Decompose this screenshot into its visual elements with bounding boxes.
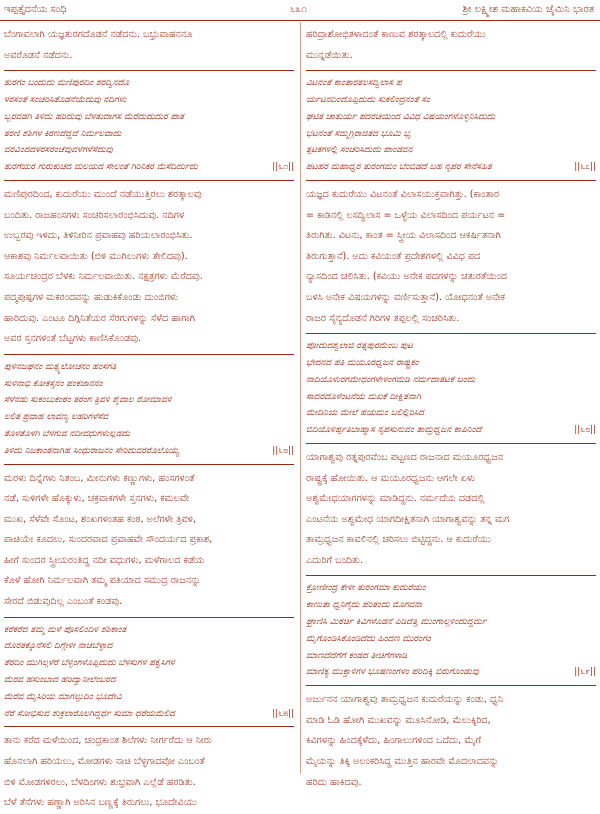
text-line: ತಾನು ಕರೆದ ಮಳೆಯಿಂದ, ಚಂದ್ರಕಾಂತ ಶಿಲೆಗಳು ನೀರ್ಗರೆದು ಆ ನೀರು [4, 735, 212, 747]
verse-block [306, 338, 596, 439]
verse-line: ಕಾಣುತಾ ಧ್ವನಿಗೈದು ಪರಿತಂದು ಮೊಗವನಾ [306, 600, 423, 611]
left-column [4, 25, 294, 809]
prose-paragraph [4, 469, 294, 613]
verse-line: ಕರೆಕರೆದ ತಮ್ಮ ಮಳೆ ಪೊಸಲಿಂದಿಳಿ ಶಶಿಕಾಂತ [4, 624, 127, 635]
text-line: ಆಕಾಶವು ನಿರ್ಮಲವಾಯಿತು (ಬಿಳಿ ಮುಗಿಲುಗಳು ತೇಲಿದವು). [4, 250, 188, 262]
text-line: ಅಶ್ವಮೇಧಯಾಗಗಳನ್ನು ಮಾಡಿದ್ದನು. ನರ್ಮದೆಯ ದಡದಲ್ಲಿ [306, 493, 485, 505]
prose-paragraph [306, 690, 596, 793]
verse-rule [306, 333, 596, 334]
verse-line: ಕ್ರೋಣೀಂದ್ರ ಕೇಳೀ ತುರಂಗಮಾ ಕುದುರೆಯಂ [306, 583, 426, 594]
verse-line: ವಿಟನಂತೆ ಕಾಂತಾರತಲಸದ್ವಿಲಾಸ ಪ [306, 78, 402, 89]
text-line: ಅರ್ಜುನನ ಯಾಗಾಶ್ವವು ತಾಮ್ರಧ್ವಜನ ಕುದುರೆಯನ್ನು ಕಂಡು, ಧ್ವನಿ [306, 694, 504, 706]
text-line: ಮುನ್ನಡೆಯಿತು. [306, 49, 353, 61]
verse-last-line [306, 664, 596, 681]
verse-line: ತುರಗಂ ಬಂದುದು ಮಣಿಪುರದಿಂ ಶರದ್ವಿನದೊ [4, 78, 130, 89]
verse-rule [306, 575, 596, 576]
text-line: ಸೇರದೆ ಬಿಡುವುದಿಲ್ಲ ಎಂಬಂತೆ ಕಂಡವು. [4, 596, 123, 608]
prose-paragraph [4, 185, 294, 350]
text-line: ಪದ್ಮಪುಷ್ಪಗಳ ಮಕರಂದವನ್ನು ಹುಡುಕಿಕೊಂಡು ದುಂಬಿಗಳು [4, 291, 179, 303]
text-line: ಯಜ್ಞದ ಕುದುರೆಯು ವಿಟನಂತೆ ವಿಲಾಸಯುಕ್ತವಾಗಿತ್ತು. (ಕಾಂತಾರ [306, 188, 500, 200]
text-line: ತಿರುಗಿತು. ವಿಟನು, ಕಾಂತ = ಸ್ತ್ರೀಯ ವಿಲಾಸದಿಂದ ಆಕರ್ಷಿತನಾಗಿ [306, 230, 501, 242]
text-line: ಮರಳು ದಿನ್ನೆಗಳು ನಿತಂಬ, ಮೀನುಗಳು ಕಣ್ಣುಗಳು, ಹಂಸಗಳಂತೆ [4, 472, 195, 484]
left-intro-paragraph [4, 25, 294, 66]
text-line: ಬಂದಿತು. ರಾಜಹಂಸಗಳು ಸಂಚರಿಸಲಾರಂಭಿಸಿದುವು. ನದಿಗಳ [4, 209, 185, 221]
verse-rule [306, 443, 596, 444]
text-line: ರಾಜರ ಸೈನ್ಯದೊಡನೆ ಗಿರಿಗಳ ತಪ್ಪಲಲ್ಲಿ ಸಂಚರಿಸಿತು. [306, 312, 460, 324]
verse-number: ||೬೯|| [574, 667, 596, 678]
text-line: ಅವರ ಸ್ತನಗಳಂತೆ ಬೆಟ್ಟಗಳು ಕಾಣಿಸಿಕೊಂಡವು. [4, 333, 142, 345]
text-line: ರಾಷ್ಟ್ರಕ್ಕೆ ಹೋಯಿತು. ಆ ಮಯೂರಧ್ವಜನು ಆಗಲೇ ಏಳು [306, 472, 476, 484]
header-sandhi-title: ಇಪ್ಪತ್ತೈದನೆಯ ಸಂಧಿ [4, 4, 67, 15]
verse-rule [4, 464, 294, 465]
verse-line: ತೆರದಿಂ ಮುಗಿಲ್ಗಳೆರೆ ಬೆಳ್ಳಿಂಗಳೊಪ್ಪಿದುದು ಬೆಳಸುಗಳ ಪಕ್ವಸಿಗಳ [4, 658, 175, 669]
verse-line: ಬಿದಿಯೊಳಿರ್ಪ್ಪತಿಬಾಹ್ಮಾಸ ನೃಪಸುನುವಂ ತಾಮ್ರಧ್ವಜನ ಕಾಪಿನಿಂದೆ [306, 425, 482, 436]
prose-paragraph [306, 448, 596, 572]
verse-line: ಲಲಿತ ಪ್ರವಾಹ ಲಾವಣ್ಯ ಲಹರಿಗಳೆಸೆವ [4, 412, 109, 423]
verse-line: ತಿಳಿದು ನಿಜಕಾಂತನಾಗಿಹ ಸಿಂಧುರಾಜನಂ ಸೇರಿದುವರರೊಲೊಯ್ಯ [4, 445, 180, 456]
prose-paragraph [4, 731, 294, 813]
text-line: ಮಾಡಿ ಓಡಿ ಹೋಗಿ ಮುಖವನ್ನು ಮೂಸಿನೋಡಿ, ಮೆಲುಕ್ಕಿರಿದ, [306, 714, 491, 726]
verse-line: ತ್ಪಟಕಗಳಲ್ಲಿ ಸಂಚರಿಸಿದುದು ಪಾಂಡವನ [306, 145, 413, 156]
verse-block [4, 75, 294, 176]
verse-block [306, 75, 596, 176]
text-line: ನಡೆ, ಸುಳಿಗಳೇ ಹೊಕ್ಕುಳು, ಚಕ್ರವಾಕಗಳೇ ಸ್ತನಗಳು, ಕಮಲವೇ [4, 493, 190, 505]
header-book-title: ಶ್ರೀ ಲಕ್ಷ್ಮೀಶ ಮಹಾಕವಿಯ ಜೈಮಿನಿ ಭಾರತ [462, 4, 594, 15]
verse-line: ಘಟಿತ ಚಾತುರ್ಯ ಪದರಚಯಿಂದ ವಿವಿಧ ವಿಷಯಂಗಳೊಳ್ಳಿನಿಸಿದುದು [306, 111, 496, 122]
verse-line: ಮೇದಿನಿಯ ಮೇಲೆ ಹಯಮಂ ಬಲಿಲ್ಲಿರಿಸಿದ [306, 408, 424, 419]
text-line: ಬೆಂಗಾವಲಾಗಿ ಯಜ್ಞತುರಗದೊಡನೆ ನಡೆದನು. ಬಭ್ರುವಾಹನನೂ [4, 29, 193, 40]
text-line: ಉಬ್ಬರವು ಇಳಿದು, ತಿಳಿನೀರಿನ ಪ್ರವಾಹವು ಹರಿಯಲಾರಂಭಿಸಿತು. [4, 230, 193, 242]
verse-number: ||೬೧|| [272, 162, 294, 173]
verse-line: ಮಾಣಿಕ್ಯ ಮುಕ್ತಾಳಿಗಳ ಭೂಷಣಂಗಳಂ ಪರಿದಿಕ್ಕಿ ಬಿರುಗೊಂಡುವು [306, 667, 480, 678]
verse-line: ತರಣಿ ಶಶಿಗಳ ಕಿರಣವೆದ್ದವೆ ನಿರ್ಮಲವಾದು [4, 128, 122, 139]
column-divider [300, 22, 301, 774]
verse-number: ||೬೭|| [574, 162, 596, 173]
verse-last-line [306, 159, 596, 176]
page-number: ೬೩೧ [290, 4, 307, 15]
page-header [0, 2, 600, 20]
verse-line: ಬ್ಬರವಡಗಿ ತಿಳಿದು ಹರಿದುವು ಬೆಳತುದಾಗಸ ಮೆರೆದುದುದುರ ಪಾತ [4, 111, 185, 122]
verse-last-line [4, 706, 294, 723]
text-line: ಹೀಗೆ ಸುಂದರ ಸ್ತ್ರೀಯರಂತಿದ್ದ ನದೀ ವಧುಗಳು, ಮಳೆಗಾಲದ ಕಡೆಯ [4, 554, 205, 566]
text-line: ಹರಿದು ಹಾಕಿದವು. [306, 776, 362, 788]
verse-rule [306, 180, 596, 181]
verse-line: ವರವಿಂದದಳರಸರಂಚೆವುವಳೆಗಳೆಸೆದುವು [4, 145, 113, 156]
verse-block [4, 359, 294, 460]
verse-line: ಪಟಹರ ಮಹಾಧ್ವರ ತುರಂಗಮಂ ಬೆಂಬಿಡದೆ ಬಹ ನೃಪರ ಸೇನೆಸಹಿತ [306, 162, 492, 173]
verse-line: ಸುಳಿನಾಭಿ ಕೋಕಸ್ತನಂ ಪಂಕಜಾನನಂ [4, 378, 103, 389]
verse-line: ಭೇದನದ ಪತಿ ಮಯೂರಧ್ವಜನ ರಾಷ್ಟ್ರಕಂ [306, 357, 419, 368]
text-line: ಬೆಳೆ ತೆನೆಗಳು ಹಣ್ಣಾಗಿ ಅರಿಸಿನ ಬಣ್ಣಕ್ಕೆ ತಿರುಗಲು, ಭೂದೇವಿಯು [4, 797, 198, 809]
text-line: ಮಣಿಪುರದಿಂದ, ಕುದುರೆಯು ಮುಂದೆ ನಡೆಯುತ್ತಿರಲು ಶರತ್ಕಾಲವು [4, 188, 202, 200]
verse-block [4, 622, 294, 723]
verse-last-line [306, 422, 596, 439]
text-line: ಪಾಚಿಯೇ ಕೂದಲು, ಸುಂದರವಾದ ಪ್ರವಾಹವೇ ಸೌಂದರ್ಯದ ಪ್ರಕಾಶ, [4, 534, 213, 546]
verse-rule [4, 70, 294, 71]
text-line: ಕಿವಿಗಳನ್ನು ಹಿಂದಕ್ಕೆಳೆದು, ಹಿಂಗಾಲುಗಳಿಂದ ಒದೆದು, ಮೈಗೆ [306, 735, 482, 747]
verse-line: ಸಾದರದೊಳೆಂಟನೆಯ ಮಖಕೆ ದೀಕ್ಷಿತನಾಗಿ [306, 391, 421, 402]
text-line: ಹಾರಿದುವು. ಎಂಟೂ ದಿಗ್ಗಿನಿತೆಯರ ಸೆರಗುಗಳನ್ನು ಸೆಳೆದ ಹಾಗಾಗಿ [4, 312, 196, 324]
verse-number: ||೬೮|| [574, 425, 596, 436]
verse-line: ಳರಸಂತೆ ಸಂಚರಿಸಿತೊಡನೆಯೆದುವು ನದಿಗಳು [4, 94, 127, 105]
verse-last-line [4, 443, 294, 460]
right-intro-paragraph [306, 25, 596, 66]
verse-rule [4, 617, 294, 618]
right-column [306, 25, 596, 788]
header-divider [0, 20, 600, 21]
verse-line: ತೊಳತೊಳಗಿ ಬೆಳಗುವ ನದೀವಧುಗಳುಲ್ಲಡದು [4, 428, 130, 439]
verse-line: ಪುಳಿನಜಘನಂ ಮತ್ಸ್ಯಲೋಚನಂ ಹಂಸಗತಿ [4, 361, 117, 372]
text-line: ನ್ಯಾಸದಿಂದ ಚಲಿಸಿತು. (ಕವಿಯು ಅನೇಕ ಪದಗಳನ್ನು ಚತುರತೆಯಿಂದ [306, 271, 508, 283]
verse-line: ಸೆಳೆನಡು ಸುಕಂಬುಕಂಠಂ ತರಂಗ ತ್ರಿವಳಿ ಶೈವಾಲ ರೋಮಾವಳಿ [4, 395, 172, 406]
text-line: ಯಾಗಾಶ್ವವು ರತ್ನಪುರವೆಂಬ ಪಟ್ಟಣದ ರಾಜನಾದ ಮಯೂರಧ್ವಜನ [306, 451, 504, 463]
verse-line: ನೆರೆ ಸೋಭಿಸುವ ಶುಕ್ರಲಾರೊಲಗಿದ್ದರ್ಧ ಸುಮಾ ಧರೆಯಮೆಲಿದ [4, 708, 176, 719]
text-line: ಮೈಯನ್ನು ತಿಕ್ಕಿ ಅಲಂಕರಿಸಿದ್ದ ಮುತ್ತಿನ ಹಾರವೇ ಮೊದಲಾದವನ್ನು [306, 756, 499, 768]
text-line: ಮುಖ, ಸೆಳೆವೇ ಸೊಂಟ, ಶಂಖಗಳಂತಹ ಕಂಠ, ಅಲೆಗಳೇ ತ್ರಿವಳಿ, [4, 513, 197, 525]
verse-line: ಮಾಣದೆದೆಗೆಗೆ ಕಂಡದ ತೀಚಿಗೆಗಳಾಡಿ [306, 650, 408, 661]
text-line: ತಾಮ್ರಧ್ವಜನ ಕಾವಲಿನಲ್ಲಿ ಚರಿಸಲು ಬಿಟ್ಟಿದ್ದನು. ಆ ಕುದುರೆಯು [306, 534, 491, 546]
verse-line: ಪೋದುದಶ್ವಲಾಜಿ ರತ್ನಪುರಮೆಂಬ ಪುಟ [306, 341, 414, 352]
verse-line: ದೊರತಕ್ಕೊನೆಸಲಿ ದಿಗ್ಗೇಳೀ ನಾಚಬೆಳ್ಳಾದ [4, 641, 113, 652]
text-line: ಹರಿದ್ರಾಶೋಭಿತಳಾದಂತೆ ಕಾಣುವ ಶರತ್ಕಾಲದಲ್ಲಿ ಕುದುರೆಯು [306, 29, 486, 40]
text-line: ಹೊನಲಾಗಿ ಹರಿಯಲು, ಮೋಡಗಳು ನಾಚಿ ಬೆಳ್ಳಗಾದವೋ ಎಂಬಂತೆ [4, 756, 205, 768]
verse-line: ಮೆರೆವ ಮೈಸಿರಿಯ ಮಾಗಲ್ಪುದಿಂ ಭೂದೇವಿ [4, 691, 122, 702]
verse-line: ಭಟನಂತೆ ಸಮ್ಮಗ್ಗಿರಾಜಿತದ ಭೂಮಿ ಭೃ [306, 128, 412, 139]
text-line: ಎಂಟನೆಯ ಅಶ್ವಮೇಧ ಯಾಗದೀಕ್ಷಿತನಾಗಿ ಯಾಗಾಶ್ವವನ್ನು ತನ್ನ ಮಗ [306, 513, 510, 525]
text-line: ಅವರೊಡನೆ ನಡೆದನು. [4, 49, 73, 61]
verse-line: ನಾದಿಯೊಳುರಗಮೇಧಂಗಳೇಳಂಗಮಡಿ ನರ್ಮದಾತಟಕೆ ಬಂದು [306, 374, 476, 385]
verse-line: ಮೈಗೊಂಡಿಸಿಕೊಂಡಿದೆದು ಹಿಂದಣ ಮುರಂಗಂ [306, 633, 431, 644]
verse-last-line [4, 159, 294, 176]
verse-line: ಘ್ರಾಣಿಸಿ ಮಿಠರ್ಚಿ ಕಿವಿಗಳೊಡನೆ ಪಿಡಿದೆತ್ತಿ ಮುಂಗಾಲ್ಗಳಿಂದುದ್ದರ್ದು [306, 617, 487, 628]
text-line: ತಿರುಗುತ್ತಾನೆ). ಅದು ಕವಿಯಂತೆ ಪ್ರದೇಶಗಳಲ್ಲಿ ವಿವಿಧ ಪದ [306, 250, 481, 262]
verse-line: ತುರಗೆಯರ ಗುರುಕುಚದ ಮಲಯದ ಸೇಲಂತೆ ಗಿರಿನಿಕರ ಮೆಸೆದಿರ್ದುದು [4, 162, 198, 173]
verse-rule [4, 726, 294, 727]
verse-rule [306, 685, 596, 686]
text-line: = ಕಾಡಿನಲ್ಲಿ ಲಸದ್ವಿಲಾಸ = ಒಳ್ಳೆಯ ವಿಲಾಸದಿಂದ ಪರ್ಯಟನ = [306, 209, 506, 221]
verse-line: ರ್ಯಟನದಿಂದೊಪ್ಪಿದುದು ಸುಕಲಿಂದ್ರನಂತೆ ಸಂ [306, 94, 431, 105]
prose-paragraph [306, 185, 596, 329]
verse-rule [4, 354, 294, 355]
text-line: ಎದುರಿಗೆ ಬಂದಿತು. [306, 554, 364, 566]
verse-number: ||೬೮|| [272, 445, 294, 456]
verse-line: ಮೆರವ ಹಸುಂಬಾದ ಹರಿದ್ವಾನೀಲೆಂಬರದ [4, 675, 116, 686]
text-line: ಸೂರ್ಯಚಂದ್ರರ ಬೆಳಕು ನಿರ್ಮಲವಾಯಿತು. ನಕ್ಷತ್ರಗಳು ಮೆರೆದವು. [4, 271, 203, 283]
text-line: ಕೊಳೆ ಹೋಗಿ ನಿರ್ಮಲವಾಗಿ ತಮ್ಮ ಪತಿಯಾದ ಸಮುದ್ರ ರಾಜನನ್ನು [4, 575, 201, 587]
text-line: ಬಿಳಿ ಮೋಡಗಳಿರಲು, ಬೆಳದಿಂಗಳು ಶುಭ್ರವಾಗಿ ಎಲ್ಲೆಡೆ ಹರಡಿತು. [4, 776, 196, 788]
text-line: ಬಳಸಿ ಅನೇಕ ವಿಷಯಗಳನ್ನು ವರ್ಣಿಸುತ್ತಾನೆ). ಯೋಧನಂತೆ ಅನೇಕ [306, 291, 506, 303]
verse-number: ||೬೫|| [272, 708, 294, 719]
verse-rule [306, 70, 596, 71]
verse-block [306, 580, 596, 681]
verse-rule [4, 180, 294, 181]
